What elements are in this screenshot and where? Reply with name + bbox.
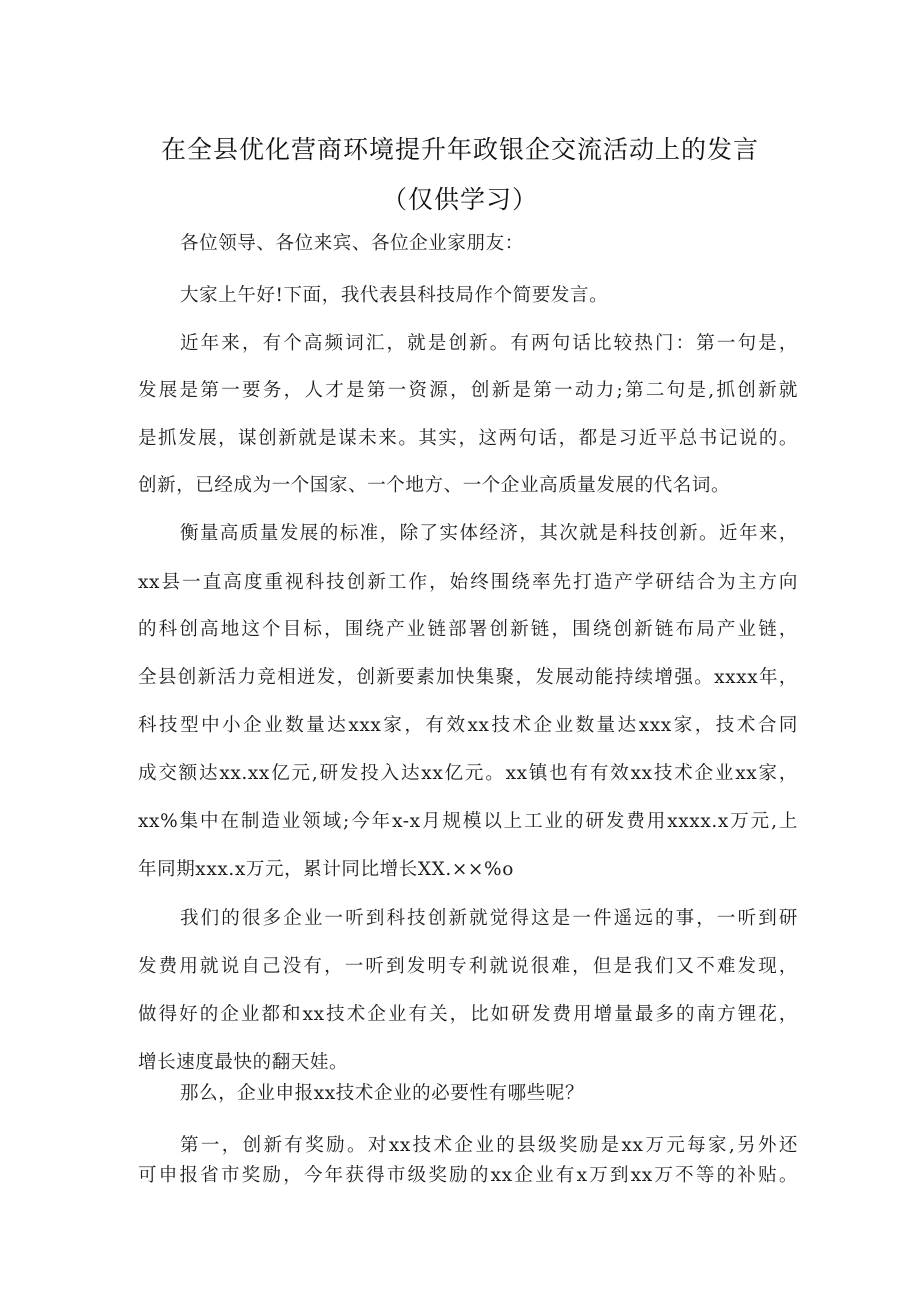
paragraph-1-line-1: 近年来，有个高频词汇，就是创新。有两句话比较热门：第一句是， — [180, 333, 798, 354]
paragraph-2-line-7: xx%集中在制造业领域;今年x-x月规模以上工业的研发费用xxxx.x万元,上 — [138, 811, 798, 832]
paragraph-3-line-3: 做得好的企业都和xx技术企业有关，比如研发费用增量最多的南方锂花， — [138, 1004, 798, 1025]
paragraph-3-line-2: 发费用就说自己没有，一听到发明专利就说很难，但是我们又不难发现， — [138, 956, 798, 977]
document-subtitle: （仅供学习） — [381, 185, 538, 214]
greeting-line: 大家上午好!下面，我代表县科技局作个简要发言。 — [180, 285, 609, 306]
paragraph-4-line-1: 第一，创新有奖励。对xx技术企业的县级奖励是xx万元每家,另外还 — [180, 1135, 798, 1156]
paragraph-2-line-8: 年同期xxx.x万元，累计同比增长XX.××%o — [138, 859, 514, 880]
paragraph-1-line-2: 发展是第一要务，人才是第一资源，创新是第一动力;第二句是,抓创新就 — [138, 380, 798, 401]
paragraph-2-line-2: xx县一直高度重视科技创新工作，始终围绕率先打造产学研结合为主方向 — [138, 572, 798, 593]
paragraph-3-line-1: 我们的很多企业一听到科技创新就觉得这是一件遥远的事，一听到研 — [180, 908, 798, 929]
paragraph-2-line-3: 的科创高地这个目标，围绕产业链部署创新链，围绕创新链布局产业链， — [138, 619, 798, 640]
paragraph-3-line-4: 增长速度最快的翻天娃。 — [138, 1052, 349, 1073]
paragraph-4-line-2: 可申报省市奖励，今年获得市级奖励的xx企业有x万到xx万不等的补贴。 — [138, 1165, 798, 1186]
paragraph-2-line-6: 成交额达xx.xx亿元,研发投入达xx亿元。xx镇也有有效xx技术企业xx家， — [138, 763, 798, 784]
salutation-line: 各位领导、各位来宾、各位企业家朋友： — [180, 233, 524, 254]
paragraph-1-line-4: 创新，已经成为一个国家、一个地方、一个企业高质量发展的代名词。 — [138, 475, 731, 496]
document-title: 在全县优化营商环境提升年政银企交流活动上的发言 — [160, 135, 759, 164]
paragraph-2-line-4: 全县创新活力竞相迸发，创新要素加快集聚，发展动能持续增强。xxxx年， — [138, 667, 798, 688]
question-line: 那么，企业申报xx技术企业的必要性有哪些呢？ — [180, 1083, 585, 1104]
paragraph-2-line-5: 科技型中小企业数量达xxx家，有效xx技术企业数量达xxx家，技术合同 — [138, 715, 798, 736]
paragraph-1-line-3: 是抓发展，谋创新就是谋未来。其实，这两句话，都是习近平总书记说的。 — [138, 428, 798, 449]
paragraph-2-line-1: 衡量高质量发展的标准，除了实体经济，其次就是科技创新。近年来， — [180, 523, 798, 544]
